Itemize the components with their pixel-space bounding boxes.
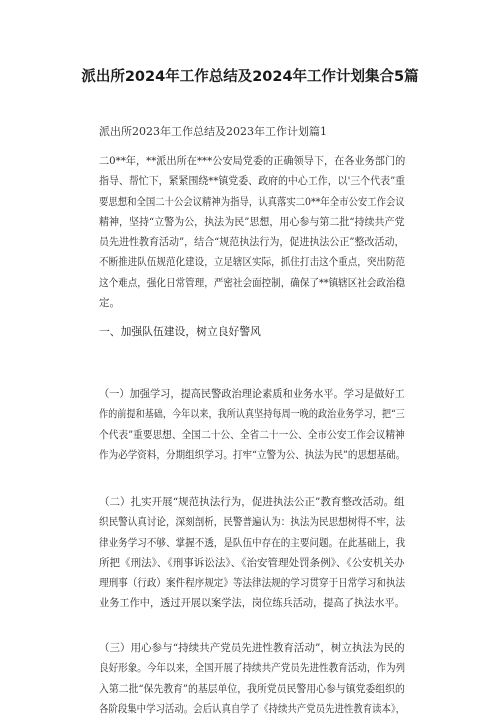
text-line: 良好形象。今年以来，全国开展了持续共产党员先进性教育活动，作为列 — [99, 662, 406, 675]
text-line: 二0**年，**派出所在***公安局党委的正确领导下，在各业务部门的 — [99, 155, 406, 167]
document-title: 派出所2024年工作总结及2024年工作计划集合5篇 — [81, 69, 419, 85]
text-line: 作的前提和基础，今年以来，我所认真坚持每周一晚的政治业务学习，把“三 — [99, 408, 405, 421]
text-line: 业务工作中，透过开展以案学法，岗位练兵活动，提高了执法水平。 — [99, 597, 405, 610]
text-line: 员先进性教育活动”，结合“规范执法行为，促进执法公正”整改活动， — [99, 236, 405, 249]
text-line: 各阶段集中学习活动。会后认真自学了《持续共产党员先进性教育读本》， — [99, 702, 406, 715]
text-line: 所把《刑法》、《刑事诉讼法》、《治安管理处罚条例》、《公安机关办 — [99, 556, 405, 569]
text-line: （一）加强学习，提高民警政治理论素质和业务水平。学习是做好工 — [99, 388, 405, 400]
section-heading: 一、加强队伍建设，树立良好警风 — [99, 325, 261, 338]
paragraph-1 — [99, 384, 405, 465]
text-line: 织民警认真讨论，深刻剖析，民警普遍认为：执法为民思想树得不牢，法 — [99, 516, 406, 529]
text-line: 定。 — [99, 297, 120, 310]
text-line: 作为必学资料，分期组织学习。打牢“立警为公、执法为民”的思想基础。 — [99, 448, 406, 461]
text-line: 个代表”重要思想、全国二十公、全省二十一公、全市公安工作会议精神 — [99, 428, 405, 441]
text-line: 理刑事（行政）案件程序规定》等法律法规的学习贯穿于日常学习和执法 — [99, 577, 406, 590]
text-line: 精神，坚持“立警为公，执法为民”思想，用心参与第二批“持续共产党 — [99, 215, 405, 228]
text-line: 指导、帮忙下，紧紧围绕**镇党委、政府的中心工作，以'三个代表”重 — [99, 175, 406, 188]
text-line: （三）用心参与“持续共产党员先进性教育活动”，树立执法为民的 — [99, 642, 405, 654]
text-line: （二）扎实开展“规范执法行为，促进执法公正”教育整改活动。组 — [99, 496, 405, 508]
text-line: 入第二批“保先教育”的基层单位，我所党员民警用心参与镇党委组织的 — [99, 682, 405, 695]
paragraph-2 — [99, 492, 405, 614]
text-line: 这个难点，强化日常管理，严密社会面控制，确保了**镇辖区社会政治稳 — [99, 276, 406, 289]
intro-paragraph — [99, 151, 405, 313]
text-line: 律业务学习不够、掌握不透，是队伍中存在的主要问题。在此基础上，我 — [99, 536, 406, 549]
text-line: 不断推进队伍规范化建设，立足辖区实际，抓住打击这个重点，突出防范 — [99, 256, 406, 269]
section-subtitle: 派出所2023年工作总结及2023年工作计划篇1 — [99, 125, 327, 138]
text-line: 要思想和全国二十公会议精神为指导，认真落实二0**年全市公安工作会议 — [99, 195, 405, 208]
